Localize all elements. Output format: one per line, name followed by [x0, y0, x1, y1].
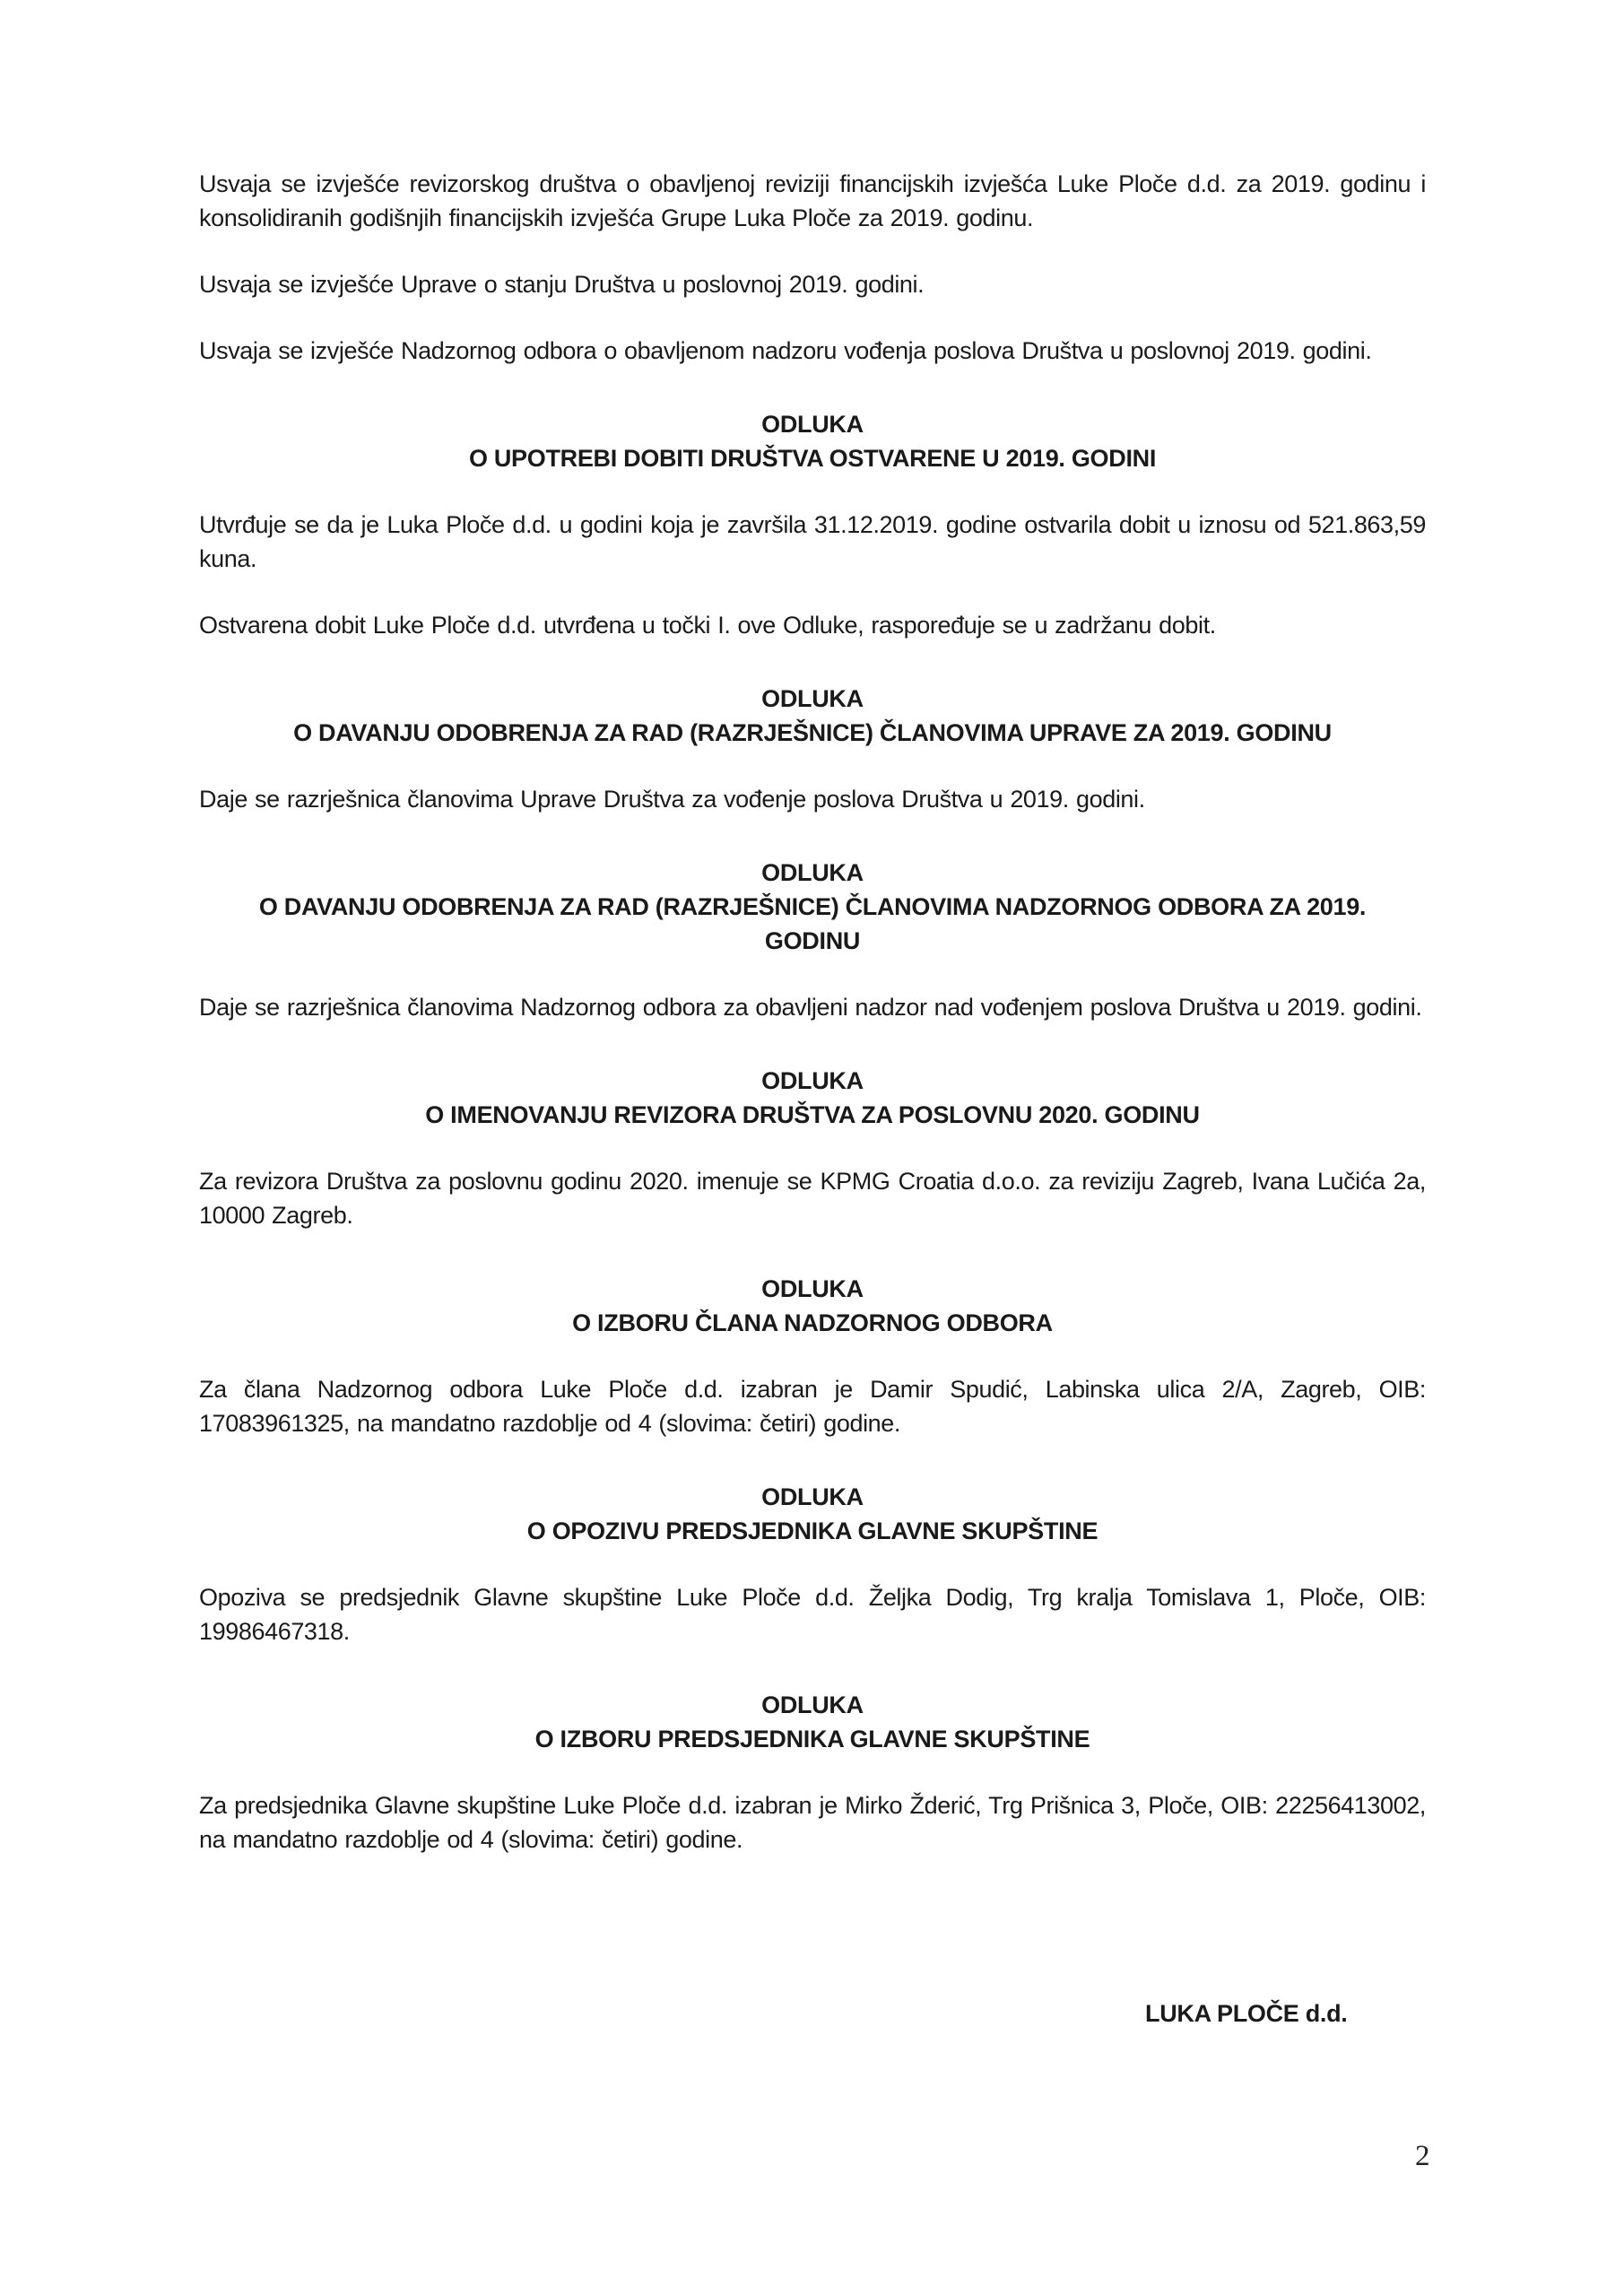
decision-paragraph: Utvrđuje se da je Luka Ploče d.d. u godini koja je završila 31.12.2019. godine ostvarila dobit u iznosu od 521.863,59 kuna.	[199, 511, 1426, 572]
decision-heading	[199, 407, 1426, 475]
page-number: 2	[1415, 2140, 1430, 2172]
decision-auditor-appointment	[199, 1064, 1426, 1232]
decision-paragraph: Za revizora Društva za poslovnu godinu 2020. imenuje se KPMG Croatia d.o.o. za reviziju Zagreb, Ivana Lučića 2a, 10000 Zagreb.	[199, 1168, 1426, 1229]
decision-supervisory-discharge	[199, 856, 1426, 1024]
decision-subtitle: O UPOTREBI DOBITI DRUŠTVA OSTVARENE U 2019. GODINI	[468, 445, 1157, 472]
decision-title: ODLUKA	[761, 685, 864, 712]
decision-subtitle: O OPOZIVU PREDSJEDNIKA GLAVNE SKUPŠTINE	[526, 1518, 1099, 1544]
decision-title: ODLUKA	[761, 411, 864, 438]
decision-assembly-chair-election	[199, 1688, 1426, 1857]
decision-title: ODLUKA	[761, 1275, 864, 1302]
decision-subtitle: O IZBORU PREDSJEDNIKA GLAVNE SKUPŠTINE	[534, 1726, 1090, 1752]
decision-heading	[199, 1688, 1426, 1756]
document-body	[199, 167, 1426, 1889]
decision-title: ODLUKA	[761, 1067, 864, 1094]
decision-subtitle: O DAVANJU ODOBRENJA ZA RAD (RAZRJEŠNICE) ČLANOVIMA NADZORNOG ODBORA ZA 2019.	[258, 893, 1367, 920]
intro-paragraph-supervisory-report: Usvaja se izvješće Nadzornog odbora o obavljenom nadzoru vođenja poslova Društva u poslovnoj 2019. godini.	[199, 337, 1372, 364]
decision-title: ODLUKA	[761, 1692, 864, 1718]
decision-supervisory-member-election	[199, 1272, 1426, 1440]
decision-subtitle: O IMENOVANJU REVIZORA DRUŠTVA ZA POSLOVNU 2020. GODINU	[425, 1101, 1200, 1128]
decision-subtitle: O DAVANJU ODOBRENJA ZA RAD (RAZRJEŠNICE) ČLANOVIMA UPRAVE ZA 2019. GODINU	[293, 719, 1332, 746]
decision-paragraph: Daje se razrješnica članovima Nadzornog odbora za obavljeni nadzor nad vođenjem poslova Društva u 2019. godini.	[199, 994, 1422, 1021]
decision-heading	[199, 1064, 1426, 1132]
decision-management-discharge	[199, 682, 1426, 816]
decision-subtitle-continued: GODINU	[764, 927, 861, 954]
decision-subtitle: O IZBORU ČLANA NADZORNOG ODBORA	[572, 1309, 1053, 1336]
decision-paragraph: Daje se razrješnica članovima Uprave Društva za vođenje poslova Društva u 2019. godini.	[199, 786, 1145, 813]
decision-title: ODLUKA	[761, 859, 864, 886]
intro-paragraph-auditor-report: Usvaja se izvješće revizorskog društva o obavljenoj reviziji financijskih izvješća Luke Ploče d.d. za 2019. godinu i konsolidiranih godišnjih financijskih izvješća Grupe Luka Ploče za 2019. godinu.	[199, 170, 1426, 231]
decision-assembly-chair-recall	[199, 1480, 1426, 1648]
decision-profit-use	[199, 407, 1426, 642]
decision-paragraph: Opoziva se predsjednik Glavne skupštine Luke Ploče d.d. Željka Dodig, Trg kralja Tomislava 1, Ploče, OIB: 19986467318.	[199, 1584, 1426, 1645]
company-signature: LUKA PLOČE d.d.	[1145, 2000, 1348, 2027]
intro-paragraph-management-report: Usvaja se izvješće Uprave o stanju Društva u poslovnoj 2019. godini.	[199, 271, 925, 298]
decision-heading	[199, 856, 1426, 958]
decision-heading	[199, 1272, 1426, 1340]
decision-heading	[199, 682, 1426, 750]
decision-heading	[199, 1480, 1426, 1548]
decision-title: ODLUKA	[761, 1483, 864, 1510]
decision-paragraph: Ostvarena dobit Luke Ploče d.d. utvrđena u točki I. ove Odluke, raspoređuje se u zadržanu dobit.	[199, 612, 1216, 639]
decision-paragraph: Za predsjednika Glavne skupštine Luke Ploče d.d. izabran je Mirko Žderić, Trg Prišnica 3, Ploče, OIB: 22256413002, na mandatno razdoblje od 4 (slovima: četiri) godine.	[199, 1792, 1426, 1853]
decision-paragraph: Za člana Nadzornog odbora Luke Ploče d.d. izabran je Damir Spudić, Labinska ulica 2/A, Zagreb, OIB: 17083961325, na mandatno razdoblje od 4 (slovima: četiri) godine.	[199, 1376, 1426, 1437]
